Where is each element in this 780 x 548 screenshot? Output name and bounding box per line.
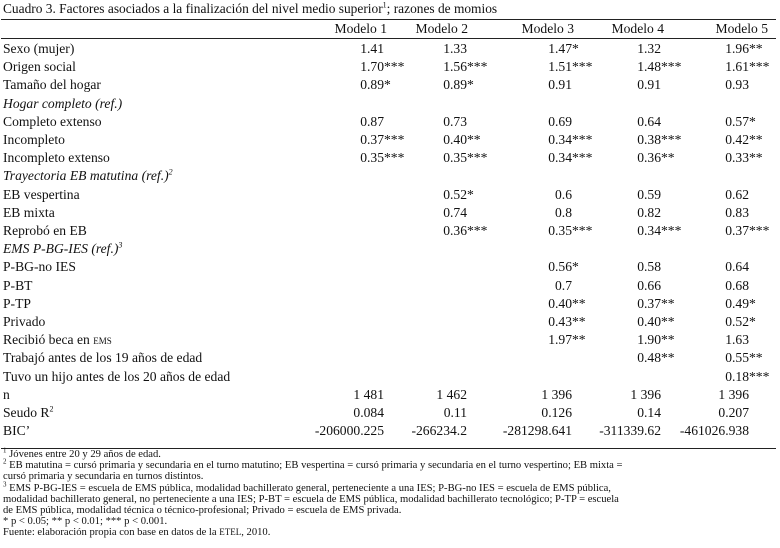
cell-modelo-1	[360, 150, 404, 166]
cell-value: 0.91	[637, 77, 661, 93]
row-label	[3, 241, 122, 257]
cell-modelo-3	[548, 41, 592, 57]
cell-modelo-4	[637, 405, 681, 421]
cell-value: 0.14	[637, 405, 661, 420]
note-line	[3, 480, 779, 494]
cell-modelo-3	[548, 59, 592, 75]
cell-modelo-5	[725, 296, 769, 312]
cell-modelo-2	[443, 223, 487, 239]
cell-modelo-5	[725, 278, 769, 294]
cell-modelo-1	[360, 132, 404, 148]
row-label	[3, 332, 112, 348]
row-label	[3, 77, 101, 93]
cell-modelo-5	[725, 205, 769, 221]
note-text: * p < 0.05; ** p < 0.01; *** p < 0.001.	[3, 516, 168, 528]
significance-stars: **	[572, 314, 586, 329]
cell-value: 1.51	[548, 59, 572, 75]
cell-modelo-2	[443, 205, 487, 221]
table-row	[0, 241, 780, 259]
significance-stars: **	[749, 41, 763, 56]
top-rule	[1, 19, 776, 20]
cell-value: 0.89	[443, 77, 467, 93]
cell-modelo-5	[725, 41, 769, 57]
note-list	[3, 446, 779, 528]
row-label	[3, 369, 230, 385]
cell-modelo-4	[637, 259, 681, 275]
significance-stars: **	[749, 132, 763, 147]
cell-modelo-3	[555, 278, 592, 294]
cell-modelo-4	[637, 278, 681, 294]
cell-modelo-4	[637, 41, 681, 57]
row-label	[3, 114, 102, 130]
significance-stars: ***	[384, 59, 405, 75]
table-row	[0, 77, 780, 95]
cell-modelo-5	[725, 369, 769, 385]
cell-value: 0.38	[637, 132, 661, 147]
significance-stars: ***	[749, 223, 770, 238]
significance-stars: **	[467, 132, 481, 147]
column-header-1: Modelo 1	[334, 21, 387, 36]
significance-stars: ***	[467, 59, 488, 75]
significance-stars: *	[749, 113, 756, 129]
title-note-mark: 1	[382, 0, 387, 10]
cell-value: 1.33	[443, 41, 467, 56]
cell-modelo-3	[548, 132, 592, 148]
cell-value: 0.35	[443, 150, 467, 166]
table-row	[0, 59, 780, 77]
cell-value: 0.91	[548, 77, 572, 93]
cell-modelo-3	[548, 314, 592, 330]
source-dataset: ETEL	[219, 527, 242, 538]
note-mark: 2	[3, 457, 7, 466]
cell-modelo-3	[548, 77, 592, 93]
header-rule	[1, 38, 776, 39]
source-suffix: , 2010.	[241, 527, 271, 539]
significance-stars: ***	[384, 132, 405, 147]
cell-value: 0.66	[637, 277, 661, 293]
cell-modelo-1	[315, 423, 404, 439]
row-label-text: Reprobó en EB	[3, 223, 87, 238]
note-text: modalidad bachillerato general, no perteneciente a una IES; P-BT = escuela de EMS pública, modalidad bachillerato tecnológico; P-TP = escuela	[3, 493, 619, 505]
row-label-text: EMS P-BG-IES (ref.)	[3, 241, 119, 257]
significance-stars: ***	[572, 59, 593, 75]
cell-modelo-2	[443, 59, 487, 75]
cell-modelo-5	[725, 314, 769, 330]
row-label	[3, 423, 30, 439]
row-note-mark: 2	[49, 404, 54, 414]
table-notes	[3, 446, 779, 539]
cell-value: 0.40	[548, 295, 572, 311]
cell-modelo-4	[637, 77, 681, 93]
row-label-text: Hogar completo (ref.)	[3, 95, 123, 111]
cell-modelo-5	[725, 150, 769, 166]
cell-value: 0.89	[360, 77, 384, 93]
row-label-text: Incompleto	[3, 132, 65, 147]
cell-modelo-1	[360, 41, 404, 57]
cell-value: 0.42	[725, 132, 749, 147]
significance-stars: ***	[467, 223, 488, 238]
row-label	[3, 205, 55, 221]
significance-stars: **	[572, 332, 586, 348]
table-row	[0, 314, 780, 332]
significance-stars: *	[749, 314, 756, 329]
row-label	[3, 59, 76, 75]
significance-stars: ***	[661, 223, 682, 238]
cell-value: 0.37	[637, 295, 661, 311]
cell-value: 0.35	[360, 150, 384, 166]
significance-stars: **	[749, 350, 763, 366]
row-label	[3, 150, 110, 166]
note-line	[3, 471, 779, 482]
column-header-4: Modelo 4	[611, 21, 664, 36]
cell-modelo-5	[725, 114, 769, 130]
table-row	[0, 205, 780, 223]
significance-stars: **	[661, 314, 675, 329]
row-label	[3, 387, 10, 403]
row-label-text: Seudo R	[3, 405, 50, 420]
cell-modelo-2	[443, 132, 487, 148]
table-row	[0, 114, 780, 132]
table-row	[0, 423, 780, 441]
table-row	[0, 387, 780, 405]
significance-stars: ***	[572, 223, 593, 238]
cell-value: 0.64	[725, 259, 749, 275]
significance-stars: ***	[384, 150, 405, 166]
cell-modelo-5	[718, 405, 769, 421]
row-label	[3, 96, 122, 112]
source-line	[3, 527, 779, 538]
row-label-abbrev: EMS	[93, 336, 112, 347]
cell-modelo-4	[637, 314, 681, 330]
cell-modelo-5	[725, 332, 769, 348]
note-text: EMS P-BG-IES = escuela de EMS pública, modalidad bachillerato general, perteneciente a una IES; P-BG-no IES = escuela de EMS pública,	[6, 482, 611, 494]
row-label	[3, 278, 32, 294]
cell-value: 0.8	[555, 204, 572, 220]
row-label	[3, 41, 74, 57]
row-label-text: Tamaño del hogar	[3, 77, 101, 93]
cell-value: 0.87	[360, 113, 384, 129]
cell-value: -266234.2	[411, 423, 467, 439]
cell-value: 0.37	[725, 223, 749, 238]
cell-value: 0.207	[718, 405, 749, 420]
cell-value: 0.084	[353, 405, 384, 420]
cell-modelo-2	[443, 41, 487, 57]
cell-value: 0.34	[548, 132, 572, 147]
cell-modelo-5	[725, 59, 769, 75]
cell-modelo-3	[548, 223, 592, 239]
cell-modelo-2	[444, 405, 487, 421]
row-label-text: P-BG-no IES	[3, 259, 76, 275]
cell-value: 0.33	[725, 150, 749, 166]
cell-modelo-3	[548, 114, 592, 130]
cell-modelo-4	[637, 332, 681, 348]
source-prefix: Fuente: elaboración propia con base en datos de la	[3, 527, 220, 539]
cell-value: 0.37	[360, 132, 384, 147]
cell-value: 1.47	[548, 41, 572, 56]
row-label-text: EB mixta	[3, 204, 55, 220]
cell-value: 0.35	[548, 223, 572, 238]
row-label	[3, 259, 76, 275]
cell-value: 0.83	[725, 204, 749, 220]
note-line	[3, 494, 779, 505]
row-label-text: Trabajó antes de los 19 años de edad	[3, 350, 203, 366]
cell-value: 0.36	[443, 223, 467, 238]
cell-modelo-2	[443, 187, 487, 203]
cell-modelo-5	[725, 77, 769, 93]
cell-value: 0.73	[443, 113, 467, 129]
cell-value: 0.52	[443, 186, 467, 202]
table-row	[0, 332, 780, 350]
cell-value: 0.69	[548, 113, 572, 129]
cell-value: -281298.641	[502, 423, 572, 439]
cell-modelo-1	[360, 114, 404, 130]
significance-stars: ***	[467, 150, 488, 166]
cell-value: 0.6	[555, 186, 572, 202]
table-title	[3, 1, 497, 17]
table-row	[0, 187, 780, 205]
significance-stars: **	[661, 150, 675, 166]
cell-modelo-1	[353, 387, 404, 403]
significance-stars: *	[467, 186, 474, 202]
cell-modelo-3	[503, 423, 592, 439]
cell-modelo-4	[637, 132, 681, 148]
cell-modelo-3	[548, 150, 592, 166]
cell-modelo-2	[443, 150, 487, 166]
table-row	[0, 350, 780, 368]
significance-stars: ***	[572, 132, 593, 147]
significance-stars: *	[384, 77, 391, 93]
cell-value: 1 396	[630, 386, 661, 402]
table-row	[0, 150, 780, 168]
cell-value: 1.97	[548, 332, 572, 348]
cell-modelo-2	[443, 114, 487, 130]
significance-stars: ***	[749, 368, 770, 384]
cell-modelo-4	[599, 423, 681, 439]
note-text: Jóvenes entre 20 y 29 años de edad.	[6, 449, 161, 460]
cell-value: 0.64	[637, 113, 661, 129]
row-label-text: n	[3, 386, 10, 402]
note-mark: 3	[3, 480, 7, 489]
note-line	[3, 457, 779, 472]
row-label	[3, 168, 173, 184]
cell-modelo-2	[443, 77, 487, 93]
cell-value: 0.126	[541, 405, 572, 420]
cell-modelo-5	[725, 132, 769, 148]
significance-stars: ***	[749, 59, 770, 75]
cell-modelo-5	[718, 387, 769, 403]
table-row	[0, 168, 780, 186]
cell-value: 0.34	[637, 223, 661, 238]
cell-value: 1.56	[443, 59, 467, 75]
cell-value: 0.40	[443, 132, 467, 147]
cell-modelo-2	[436, 387, 487, 403]
cell-value: 0.57	[725, 113, 749, 129]
row-label-text: Incompleto extenso	[3, 150, 110, 166]
cell-modelo-4	[637, 114, 681, 130]
row-note-mark: 3	[118, 240, 123, 250]
significance-stars: **	[749, 150, 763, 166]
significance-stars: **	[661, 332, 675, 348]
title-suffix: ; razones de momios	[386, 1, 498, 16]
row-label	[3, 187, 80, 203]
cell-value: 0.43	[548, 314, 572, 329]
cell-value: 1.32	[637, 41, 661, 56]
cell-value: 1.70	[360, 59, 384, 75]
cell-value: 1 396	[718, 386, 749, 402]
cell-value: 0.82	[637, 204, 661, 220]
row-label	[3, 350, 202, 366]
note-text: EB matutina = cursó primaria y secundaria en el turno matutino; EB vespertina = cursó primaria y secundaria en el turno vespertino; EB mixta =	[6, 460, 623, 472]
cell-value: 1.48	[637, 59, 661, 75]
cell-modelo-5	[725, 187, 769, 203]
cell-modelo-3	[548, 259, 592, 275]
row-label	[3, 296, 31, 312]
cell-value: 1.63	[725, 332, 749, 348]
cell-modelo-4	[637, 350, 681, 366]
row-label-text: Trayectoria EB matutina (ref.)	[3, 168, 169, 184]
significance-stars: *	[572, 259, 579, 275]
cell-value: 1.90	[637, 332, 661, 348]
cell-modelo-3	[548, 296, 592, 312]
cell-modelo-4	[637, 223, 681, 239]
cell-modelo-5	[725, 350, 769, 366]
cell-modelo-1	[360, 77, 404, 93]
cell-modelo-4	[630, 387, 681, 403]
table-row	[0, 278, 780, 296]
significance-stars: **	[661, 295, 675, 311]
cell-value: 1.41	[360, 41, 384, 56]
significance-stars: *	[467, 77, 474, 93]
cell-modelo-5	[725, 223, 769, 239]
column-header-5: Modelo 5	[715, 21, 768, 36]
note-line	[3, 505, 779, 516]
table-row	[0, 132, 780, 150]
cell-modelo-4	[637, 59, 681, 75]
cell-value: 0.40	[637, 314, 661, 329]
cell-value: 0.56	[548, 259, 572, 275]
cell-value: 0.48	[637, 350, 661, 366]
cell-value: -461026.938	[679, 423, 749, 439]
cell-value: 1.96	[725, 41, 749, 56]
table-row	[0, 96, 780, 114]
title-text: Cuadro 3. Factores asociados a la finalización del nivel medio superior	[3, 1, 383, 16]
column-header-3: Modelo 3	[521, 21, 574, 36]
significance-stars: ***	[661, 132, 682, 147]
row-label-text: Completo extenso	[3, 113, 102, 129]
row-label-text: P-TP	[3, 295, 31, 311]
cell-value: 0.52	[725, 314, 749, 329]
cell-modelo-1	[353, 405, 404, 421]
row-label-text: BIC’	[3, 423, 31, 439]
table-row	[0, 296, 780, 314]
cell-modelo-5	[680, 423, 769, 439]
table-row	[0, 405, 780, 423]
cell-value: 1 481	[353, 386, 384, 402]
note-mark: 1	[3, 446, 7, 455]
significance-stars: ***	[661, 59, 682, 75]
cell-value: 0.18	[725, 368, 749, 384]
cell-modelo-3	[541, 405, 592, 421]
cell-modelo-4	[637, 150, 681, 166]
row-note-mark: 2	[168, 167, 173, 177]
row-label	[3, 314, 45, 330]
cell-modelo-3	[541, 387, 592, 403]
note-text: cursó primaria y secundaria en turnos distintos.	[3, 471, 204, 483]
row-label-text: Origen social	[3, 59, 76, 75]
note-line	[3, 446, 779, 460]
cell-modelo-2	[411, 423, 487, 439]
cell-value: -311339.62	[599, 423, 661, 439]
row-label	[3, 132, 65, 148]
cell-modelo-4	[637, 187, 681, 203]
cell-value: 1 396	[541, 386, 572, 402]
cell-value: 1.61	[725, 59, 749, 75]
cell-modelo-3	[555, 205, 592, 221]
note-line	[3, 516, 779, 527]
row-label-text: P-BT	[3, 277, 33, 293]
significance-stars: *	[572, 41, 579, 56]
cell-value: 0.59	[637, 186, 661, 202]
cell-value: -206000.225	[314, 423, 384, 439]
cell-value: 0.62	[725, 186, 749, 202]
cell-value: 0.74	[443, 204, 467, 220]
note-text: de EMS pública, modalidad técnica o técnico-profesional; Privado = escuela de EMS privada.	[3, 505, 402, 517]
cell-value: 0.36	[637, 150, 661, 166]
cell-value: 1 462	[436, 386, 467, 402]
significance-stars: *	[749, 295, 756, 311]
cell-value: 0.34	[548, 150, 572, 166]
cell-value: 0.93	[725, 77, 749, 93]
cell-value: 0.49	[725, 295, 749, 311]
table-row	[0, 259, 780, 277]
row-label-text: Sexo (mujer)	[3, 41, 75, 56]
cell-modelo-1	[360, 59, 404, 75]
cell-value: 0.11	[443, 405, 467, 420]
cell-modelo-5	[725, 259, 769, 275]
significance-stars: ***	[572, 150, 593, 166]
row-label	[3, 405, 53, 421]
cell-modelo-4	[637, 205, 681, 221]
row-label-text: Recibió beca en	[3, 332, 94, 348]
row-label	[3, 223, 87, 239]
cell-value: 0.68	[725, 277, 749, 293]
cell-value: 0.55	[725, 350, 749, 366]
cell-modelo-3	[548, 332, 592, 348]
row-label-text: EB vespertina	[3, 186, 80, 202]
table-row	[0, 41, 780, 59]
cell-value: 0.58	[637, 259, 661, 275]
table-row	[0, 223, 780, 241]
column-header-2: Modelo 2	[415, 21, 468, 36]
significance-stars: **	[661, 350, 675, 366]
row-label-text: Privado	[3, 314, 46, 329]
table-row	[0, 369, 780, 387]
cell-modelo-3	[555, 187, 592, 203]
cell-value: 0.7	[555, 277, 572, 293]
cell-modelo-4	[637, 296, 681, 312]
significance-stars: **	[572, 295, 586, 311]
row-label-text: Tuvo un hijo antes de los 20 años de edad	[3, 368, 231, 384]
